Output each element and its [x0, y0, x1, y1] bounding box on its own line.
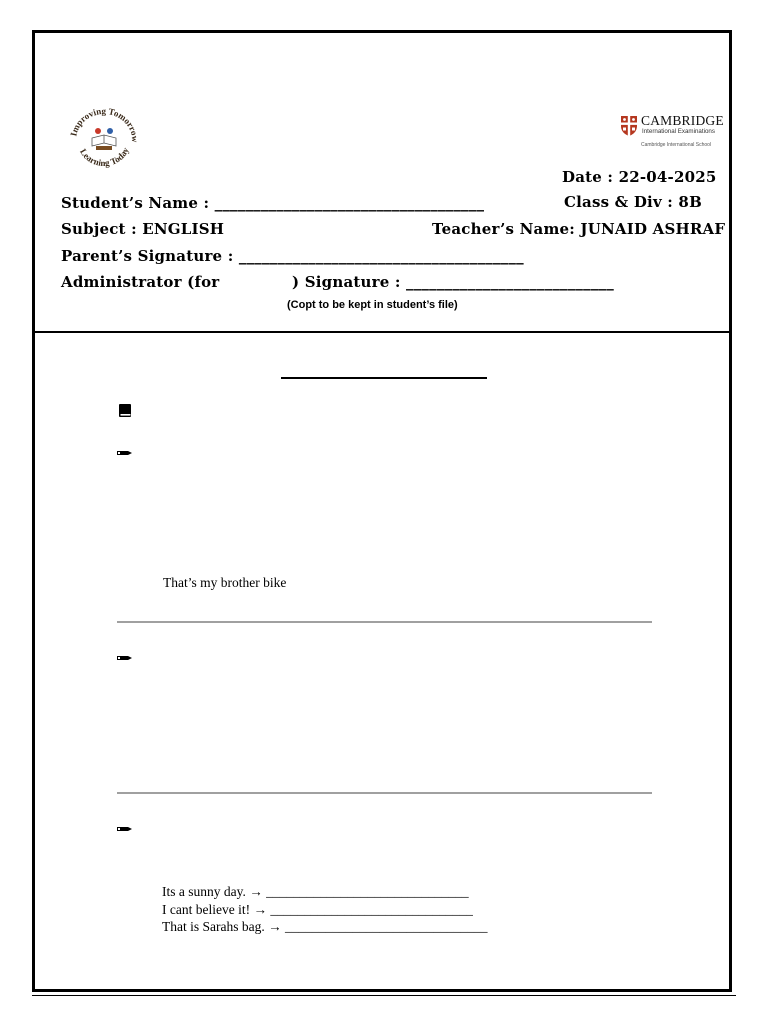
section-divider-1: [117, 621, 652, 623]
logo-ring-bottom-text: Learning Today: [78, 145, 131, 168]
pencil-icon: [117, 821, 132, 837]
cambridge-shield-icon: [620, 115, 638, 137]
copy-note: (Copt to be kept in student’s file): [287, 299, 458, 311]
pencil-icon: [117, 650, 132, 666]
page-border-bottom-line: [32, 995, 736, 996]
header-divider: [35, 331, 732, 333]
teacher-name-field: Teacher’s Name: JUNAID ASHRAF: [432, 220, 726, 238]
administrator-label: Administrator (for: [61, 273, 220, 291]
subject-field: Subject : ENGLISH: [61, 220, 225, 238]
pencil-icon: [117, 445, 132, 461]
exercise-line-1: Its a sunny day. → ______________________________: [162, 884, 469, 899]
student-name-field: Student’s Name : ___________________________________: [61, 194, 485, 212]
section1-sentence: That’s my brother bike: [163, 575, 287, 590]
date-field: Date : 22-04-2025: [562, 168, 717, 186]
book-icon: [118, 403, 132, 422]
cambridge-wordmark: CAMBRIDGE: [641, 113, 724, 128]
cambridge-subtitle: International Examinations: [642, 128, 715, 135]
parent-signature-field: Parent’s Signature : _____________________________________: [61, 247, 524, 265]
class-div-field: Class & Div : 8B: [564, 193, 702, 211]
logo-ring-top-text: Improving Tomorrow: [68, 108, 140, 143]
exercise-line-3: That is Sarahs bag. → ______________________________: [162, 919, 488, 934]
exercise-line-2: I cant believe it! → ______________________________: [162, 902, 473, 917]
cambridge-school-name: Cambridge International School: [641, 142, 712, 148]
administrator-signature-field: ) Signature : ___________________________: [292, 273, 614, 291]
cambridge-logo: [620, 113, 730, 153]
school-logo: [68, 108, 140, 168]
open-book-icon: [92, 128, 116, 150]
worksheet-title-underline: [281, 377, 487, 379]
section-divider-2: [117, 792, 652, 794]
